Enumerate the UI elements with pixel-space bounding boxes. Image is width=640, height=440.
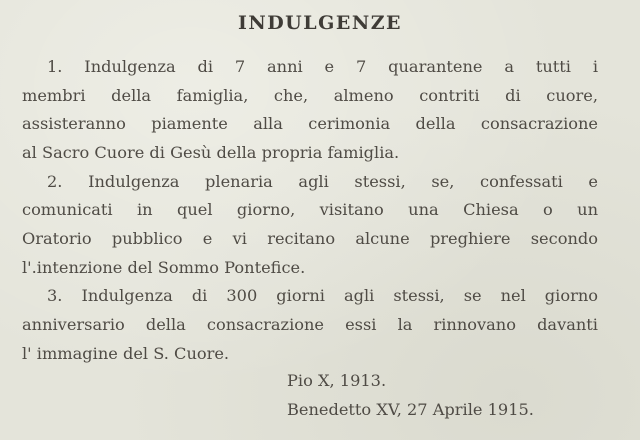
- paragraph-line: 2. Indulgenza plenaria agli stessi, se, confessati e: [47, 172, 598, 191]
- paragraph-line: l'.intenzione del Sommo Pontefice.: [22, 258, 306, 277]
- paragraph-line: Oratorio pubblico e vi recitano alcune preghiere secondo: [22, 229, 598, 248]
- paragraph-line: comunicati in quel giorno, visitano una Chiesa o un: [22, 200, 598, 219]
- signature-benedetto-xv: Benedetto XV, 27 Aprile 1915.: [287, 400, 534, 419]
- paragraph-line: 3. Indulgenza di 300 giorni agli stessi, se nel giorno: [47, 286, 598, 305]
- paragraph-line: 1. Indulgenza di 7 anni e 7 quarantene a tutti i: [47, 57, 598, 76]
- paragraph-line: assisteranno piamente alla cerimonia della consacrazione: [22, 114, 598, 133]
- signature-pio-x: Pio X, 1913.: [287, 371, 387, 390]
- paragraph-line: al Sacro Cuore di Gesù della propria famiglia.: [22, 143, 400, 162]
- paragraph-line: anniversario della consacrazione essi la rinnovano davanti: [22, 315, 598, 334]
- page-title: INDULGENZE: [237, 12, 403, 34]
- paragraph-line: l' immagine del S. Cuore.: [22, 344, 230, 363]
- paragraph-line: membri della famiglia, che, almeno contriti di cuore,: [22, 86, 598, 105]
